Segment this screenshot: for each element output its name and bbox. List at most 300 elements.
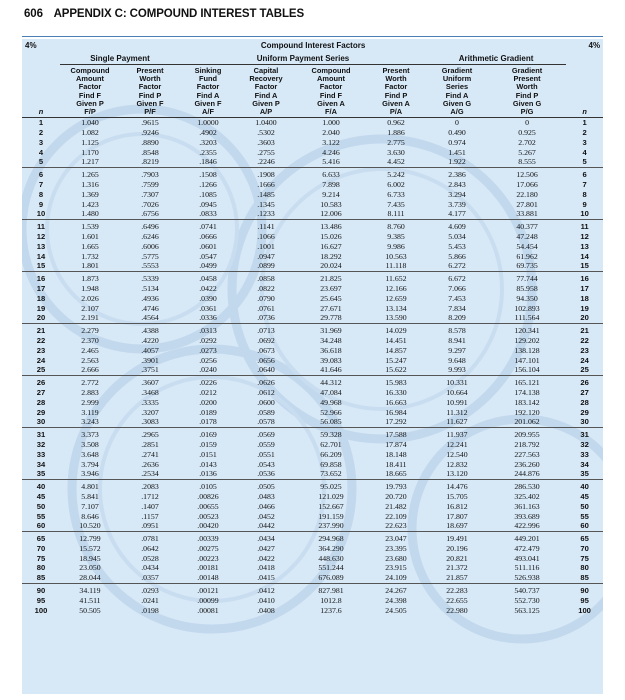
period-cell: 25 [566, 365, 603, 375]
factor-cell: .0151 [199, 449, 217, 459]
factor-cell: .0452 [257, 511, 275, 521]
period-cell: 75 [580, 553, 589, 563]
table-row [22, 544, 603, 554]
factor-cell: .00099 [197, 595, 219, 605]
factor-cell: 18.945 [79, 553, 101, 563]
factor-cell: 676.089 [296, 573, 366, 583]
factor-cell: 44.312 [320, 378, 342, 388]
column-header-line: P/A [389, 107, 403, 117]
table-row [22, 148, 603, 158]
period-cell: 12 [36, 231, 46, 241]
period-cell: 45 [580, 491, 589, 501]
table-row [22, 168, 603, 180]
factor-cell: 4.177 [426, 209, 488, 219]
factor-cell: 3.508 [81, 439, 99, 449]
factor-cell: 120.341 [514, 326, 540, 336]
factor-cell: 1.601 [81, 231, 99, 241]
factor-cell: .0559 [257, 439, 275, 449]
factor-cell: 449.201 [514, 534, 540, 544]
column-header-line: Series [445, 82, 469, 92]
factor-cell: 18.665 [366, 469, 426, 479]
table-row [22, 118, 603, 128]
factor-cell: .0833 [180, 209, 236, 219]
factor-cell: 1.265 [81, 170, 99, 180]
period-cell: 21 [580, 326, 589, 336]
factor-cell: .00275 [197, 543, 219, 553]
factor-cell: .0434 [257, 534, 275, 544]
factor-cell: 2.465 [81, 345, 99, 355]
factor-cell: 59.328 [320, 430, 342, 440]
period-cell: 70 [36, 543, 46, 553]
factor-cell: .7026 [141, 199, 159, 209]
factor-cell: 2.386 [448, 170, 466, 180]
factor-cell: 10.563 [385, 251, 407, 261]
factor-cell: .0390 [199, 293, 217, 303]
column-header [22, 65, 60, 118]
factor-cell: .0361 [199, 303, 217, 313]
table-row [22, 440, 603, 450]
period-cell: 95 [36, 595, 46, 605]
factor-cell: 9.993 [426, 365, 488, 375]
factor-cell: 10.520 [60, 521, 120, 531]
factor-cell: 73.652 [296, 469, 366, 479]
factor-cell: 6.672 [448, 274, 466, 284]
factor-cell: .2355 [199, 147, 217, 157]
factor-cell: .5339 [141, 274, 159, 284]
factor-cell: 2.107 [81, 303, 99, 313]
column-header-line: Fund [198, 74, 218, 84]
period-cell: 6 [582, 170, 587, 180]
table-title: Compound Interest Factors [260, 41, 366, 50]
period-cell: 23 [36, 345, 46, 355]
factor-cell: .4746 [141, 303, 159, 313]
group-spacer [566, 52, 603, 65]
factor-cell: 364.290 [318, 543, 344, 553]
factor-cell: 2.883 [81, 387, 99, 397]
factor-cell: 21.857 [426, 573, 488, 583]
column-header [236, 65, 296, 118]
factor-cell: .0666 [199, 231, 217, 241]
period-cell: 19 [36, 303, 46, 313]
factor-cell: .2534 [120, 469, 180, 479]
period-cell: 14 [580, 251, 589, 261]
period-cell: 70 [580, 543, 589, 553]
factor-cell: 6.633 [322, 170, 340, 180]
period-cell: 1 [582, 118, 587, 128]
interest-table-panel [22, 39, 603, 694]
factor-cell: 69.735 [488, 261, 566, 271]
factor-cell: 0.925 [518, 128, 536, 138]
period-cell: 10 [22, 209, 60, 219]
factor-cell: 23.050 [79, 563, 101, 573]
table-body [22, 118, 603, 616]
factor-cell: 22.180 [516, 189, 538, 199]
column-header-line: Factor [78, 82, 102, 92]
column-header [488, 65, 566, 118]
factor-cell: 14.451 [385, 335, 407, 345]
factor-cell: .5134 [141, 283, 159, 293]
factor-cell: 156.104 [488, 365, 566, 375]
factor-cell: 2.702 [518, 137, 536, 147]
table-row [22, 138, 603, 148]
factor-cell: 191.159 [318, 511, 344, 521]
factor-cell: 8.578 [448, 326, 466, 336]
factor-cell: 8.760 [387, 222, 405, 232]
factor-cell: 201.062 [488, 417, 566, 427]
period-cell: 8 [582, 189, 587, 199]
factor-cell: 20.196 [446, 543, 468, 553]
period-cell: 4 [582, 147, 587, 157]
factor-cell: .0781 [141, 534, 159, 544]
factor-cell: .0200 [199, 397, 217, 407]
factor-cell: 18.697 [426, 521, 488, 531]
period-cell: 16 [36, 274, 46, 284]
period-cell: 35 [22, 469, 60, 479]
factor-cell: 3.630 [387, 147, 405, 157]
column-header-line: A/P [259, 107, 273, 117]
factor-cell: 165.121 [514, 378, 540, 388]
factor-cell: 3.794 [81, 459, 99, 469]
factor-cell: 21.482 [385, 501, 407, 511]
factor-cell: .0412 [257, 586, 275, 596]
factor-cell: .0458 [199, 274, 217, 284]
table-row [22, 324, 603, 336]
factor-cell: 22.980 [446, 605, 468, 615]
factor-cell: 563.125 [514, 605, 540, 615]
factor-cell: 827.981 [318, 586, 344, 596]
period-cell: 2 [38, 128, 44, 138]
period-cell: 13 [580, 241, 589, 251]
period-cell: 90 [36, 586, 46, 596]
factor-cell: 13.134 [385, 303, 407, 313]
column-header-line: Compound [70, 66, 110, 75]
period-cell: 85 [22, 573, 60, 583]
factor-cell: .2636 [141, 459, 159, 469]
factor-cell: 183.142 [514, 397, 540, 407]
period-cell: 4 [38, 147, 44, 157]
table-row [22, 573, 603, 583]
page-title: APPENDIX C: COMPOUND INTEREST TABLES [53, 8, 305, 20]
factor-cell: 22.655 [446, 595, 468, 605]
factor-cell: 18.148 [385, 449, 407, 459]
table-row [22, 294, 603, 304]
factor-cell: .00826 [197, 491, 219, 501]
factor-cell: .0656 [257, 355, 275, 365]
factor-cell: 111.564 [488, 313, 566, 323]
period-cell: 27 [580, 387, 589, 397]
factor-cell: .0226 [199, 378, 217, 388]
column-header-line: Given G [512, 98, 542, 108]
factor-cell: .1846 [180, 157, 236, 167]
factor-cell: 11.652 [385, 274, 407, 284]
factor-cell: 27.671 [320, 303, 342, 313]
factor-cell: .1508 [199, 170, 217, 180]
factor-cell: 27.801 [516, 199, 538, 209]
factor-cell: .0626 [257, 378, 275, 388]
factor-cell: .0422 [257, 553, 275, 563]
factor-cell: 540.737 [514, 586, 540, 596]
table-row [22, 356, 603, 366]
factor-cell: 17.874 [385, 439, 407, 449]
period-cell: 11 [580, 222, 589, 232]
factor-cell: 39.083 [320, 355, 342, 365]
period-cell: 20 [566, 313, 603, 323]
column-header-line: Worth [139, 74, 161, 84]
factor-cell: .0434 [141, 563, 159, 573]
period-cell: 34 [36, 459, 46, 469]
column-header-line: Compound [311, 66, 351, 75]
factor-cell: 152.667 [318, 501, 344, 511]
factor-cell: 448.630 [318, 553, 344, 563]
factor-cell: 2.999 [81, 397, 99, 407]
factor-cell: 174.138 [514, 387, 540, 397]
factor-cell: 8.646 [81, 511, 99, 521]
factor-cell: 12.006 [296, 209, 366, 219]
factor-cell: .7903 [141, 170, 159, 180]
table-row [22, 428, 603, 440]
factor-cell: .6496 [141, 222, 159, 232]
period-cell: 18 [36, 293, 46, 303]
factor-cell: .00223 [197, 553, 219, 563]
factor-cell: .0169 [199, 430, 217, 440]
factor-cell: .1407 [141, 501, 159, 511]
table-row [22, 220, 603, 232]
column-header-line: Worth [516, 82, 538, 92]
group-header-row [22, 52, 603, 65]
period-cell: 15 [566, 261, 603, 271]
factor-cell: .2851 [141, 439, 159, 449]
column-header-line: Capital [253, 66, 279, 75]
factor-cell: 1237.6 [320, 605, 342, 615]
factor-cell: .4936 [141, 293, 159, 303]
factor-cell: 472.479 [514, 543, 540, 553]
column-header-line: Worth [385, 74, 407, 84]
factor-cell: .0543 [257, 459, 275, 469]
period-cell: 32 [36, 439, 46, 449]
period-cell: 26 [580, 378, 589, 388]
factor-cell: .0536 [236, 469, 296, 479]
factor-cell: 236.260 [514, 459, 540, 469]
factor-cell: 23.915 [385, 563, 407, 573]
factor-cell: .3468 [141, 387, 159, 397]
factor-cell: 121.029 [318, 491, 344, 501]
factor-cell: 1.451 [448, 147, 466, 157]
table-row [22, 180, 603, 190]
factor-cell: 2.191 [60, 313, 120, 323]
period-cell: 19 [580, 303, 589, 313]
factor-cell: 361.163 [514, 501, 540, 511]
column-header [426, 65, 488, 118]
factor-cell: 209.955 [514, 430, 540, 440]
period-cell: 40 [36, 482, 46, 492]
factor-cell: 4.246 [322, 147, 340, 157]
factor-cell: 14.029 [385, 326, 407, 336]
factor-cell: 12.540 [446, 449, 468, 459]
factor-cell: 129.202 [514, 335, 540, 345]
page-header [24, 8, 304, 20]
factor-cell: 8.209 [426, 313, 488, 323]
factor-cell: 15.622 [366, 365, 426, 375]
factor-cell: 9.385 [387, 231, 405, 241]
factor-cell: 17.588 [385, 430, 407, 440]
factor-cell: .00121 [197, 586, 219, 596]
factor-cell: 24.398 [385, 595, 407, 605]
factor-cell: 5.267 [518, 147, 536, 157]
factor-cell: .0601 [199, 241, 217, 251]
factor-cell: .0589 [257, 407, 275, 417]
factor-cell: 19.793 [385, 482, 407, 492]
factor-cell: 3.739 [448, 199, 466, 209]
period-cell: 65 [36, 534, 46, 544]
column-header-line: F/A [325, 107, 337, 117]
column-header-line: Find P [515, 90, 539, 100]
factor-cell: .1001 [257, 241, 275, 251]
factor-cell: 12.241 [446, 439, 468, 449]
factor-cell: 1.922 [426, 157, 488, 167]
factor-cell: 2.026 [81, 293, 99, 303]
factor-cell: 1.423 [81, 199, 99, 209]
factor-cell: 7.435 [387, 199, 405, 209]
factor-cell: 41.646 [296, 365, 366, 375]
factor-cell: .00523 [197, 511, 219, 521]
factor-cell: 22.283 [446, 586, 468, 596]
factor-cell: 10.583 [320, 199, 342, 209]
table-row [22, 388, 603, 398]
column-header-line: n [38, 107, 44, 117]
table-row [22, 398, 603, 408]
factor-cell: 1.665 [81, 241, 99, 251]
factor-cell: 3.648 [81, 449, 99, 459]
table-row [22, 584, 603, 596]
column-header-line: Uniform [442, 74, 472, 84]
period-cell: 100 [578, 605, 591, 615]
factor-cell: 7.453 [448, 293, 466, 303]
factor-cell: .0505 [257, 482, 275, 492]
column-header-line: P/F [144, 107, 156, 117]
period-cell: 33 [580, 449, 589, 459]
factor-cell: 16.812 [446, 501, 468, 511]
table-row [22, 512, 603, 522]
factor-cell: .2741 [141, 449, 159, 459]
column-header-line: Given A [317, 98, 345, 108]
factor-cell: 1012.8 [320, 595, 342, 605]
factor-cell: .0547 [199, 251, 217, 261]
factor-cell: 62.701 [320, 439, 342, 449]
factor-cell: .0408 [257, 605, 275, 615]
factor-cell: .0212 [199, 387, 217, 397]
column-header-line: F/P [84, 107, 96, 117]
period-cell: 80 [36, 563, 46, 573]
period-cell: 5 [22, 157, 60, 167]
rate-left: 4% [25, 41, 37, 50]
factor-cell: 69.858 [320, 459, 342, 469]
period-cell: 3 [582, 137, 587, 147]
factor-cell: .2755 [257, 147, 275, 157]
period-cell: 24 [580, 355, 589, 365]
factor-cell: 2.772 [81, 378, 99, 388]
factor-cell: 3.294 [448, 189, 466, 199]
table-row [22, 272, 603, 284]
period-cell: 100 [34, 605, 48, 615]
period-cell: 31 [580, 430, 589, 440]
factor-cell: 6.272 [426, 261, 488, 271]
period-cell: 50 [580, 501, 589, 511]
column-header-line: Given G [442, 98, 472, 108]
factor-cell: 1.539 [81, 222, 99, 232]
period-cell: 95 [580, 595, 589, 605]
factor-cell: .1085 [199, 189, 217, 199]
factor-cell: 0 [455, 118, 459, 128]
factor-cell: .0189 [199, 407, 217, 417]
factor-cell: .0569 [257, 430, 275, 440]
factor-cell: 8.111 [366, 209, 426, 219]
factor-cell: .00148 [180, 573, 236, 583]
factor-cell: .3751 [120, 365, 180, 375]
factor-cell: .0422 [199, 283, 217, 293]
factor-cell: 138.128 [514, 345, 540, 355]
factor-cell: .0198 [141, 605, 159, 615]
factor-cell: .0951 [120, 521, 180, 531]
period-cell: 50 [36, 501, 46, 511]
table-row [22, 128, 603, 138]
factor-cell: .8890 [141, 137, 159, 147]
factor-cell: 8.941 [448, 335, 466, 345]
factor-cell: 0.974 [448, 137, 466, 147]
factor-cell: .6246 [141, 231, 159, 241]
factor-cell: 1.480 [60, 209, 120, 219]
factor-cell: 1.801 [60, 261, 120, 271]
period-cell: 7 [582, 180, 587, 189]
factor-cell: 3.946 [60, 469, 120, 479]
factor-cell: 29.778 [296, 313, 366, 323]
factor-cell: 0.962 [387, 118, 405, 128]
group-spacer [22, 52, 60, 65]
factor-cell: .0105 [199, 482, 217, 492]
period-cell: 9 [582, 199, 587, 209]
factor-cell: 1.0000 [197, 118, 219, 128]
factor-cell: .0642 [141, 543, 159, 553]
column-header-line: Factor [138, 82, 162, 92]
factor-cell: .3607 [141, 378, 159, 388]
factor-cell: 15.705 [446, 491, 468, 501]
period-cell: 17 [580, 283, 589, 293]
column-header-line: Gradient [441, 66, 473, 75]
factor-cell: .3335 [141, 397, 159, 407]
factor-cell: 10.664 [446, 387, 468, 397]
column-header [60, 65, 120, 118]
table-row [22, 450, 603, 460]
period-cell: 2 [582, 128, 587, 138]
factor-cell: 5.034 [448, 231, 466, 241]
column-header-line: Factor [384, 82, 408, 92]
factor-cell: 147.101 [514, 355, 540, 365]
table-row [22, 232, 603, 242]
factor-cell: 77.744 [516, 274, 538, 284]
factor-cell: 9.214 [322, 189, 340, 199]
period-cell: 5 [566, 157, 603, 167]
column-header [180, 65, 236, 118]
factor-cell: 17.066 [516, 180, 538, 189]
factor-cell: .2965 [141, 430, 159, 440]
factor-cell: 10.991 [446, 397, 468, 407]
period-cell: 32 [580, 439, 589, 449]
factor-cell: .3083 [120, 417, 180, 427]
factor-cell: 23.395 [385, 543, 407, 553]
factor-cell: 3.243 [60, 417, 120, 427]
factor-cell: 192.120 [514, 407, 540, 417]
factor-cell: 7.898 [322, 180, 340, 189]
factor-cell: 12.832 [446, 459, 468, 469]
